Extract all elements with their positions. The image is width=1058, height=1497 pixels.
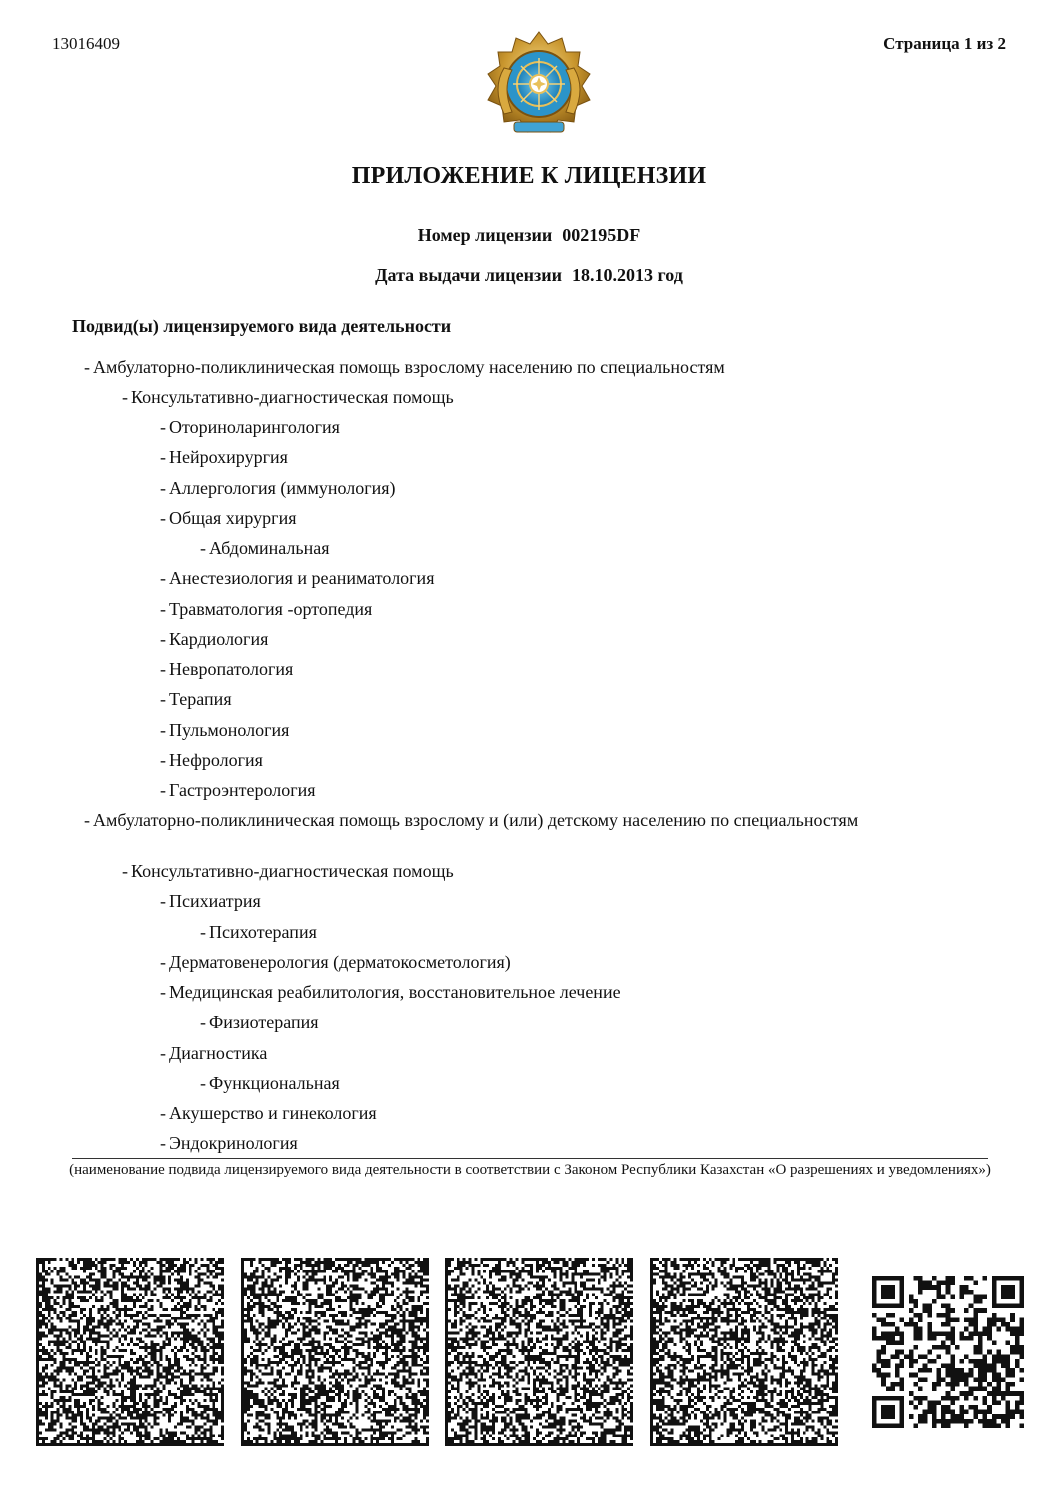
list-item xyxy=(160,658,293,680)
list-dash: - xyxy=(160,599,166,619)
list-item-text: Общая хирургия xyxy=(169,508,297,528)
list-dash: - xyxy=(200,1073,206,1093)
list-dash: - xyxy=(160,629,166,649)
list-dash: - xyxy=(200,1012,206,1032)
license-number-label: Номер лицензии xyxy=(417,225,553,245)
list-dash: - xyxy=(84,357,90,377)
issue-date-value: 18.10.2013 год xyxy=(572,265,683,285)
list-item-text: Эндокринология xyxy=(169,1133,298,1153)
list-item-text: Акушерство и гинекология xyxy=(169,1103,377,1123)
document-number: 13016409 xyxy=(52,34,120,53)
list-item xyxy=(160,1102,377,1124)
list-item-text: Психиатрия xyxy=(169,891,261,911)
list-item-text: Амбулаторно-поликлиническая помощь взрослому и (или) детскому населению по специальностям xyxy=(93,810,859,830)
list-item-text: Оториноларингология xyxy=(169,417,340,437)
list-item xyxy=(160,951,511,973)
list-item xyxy=(200,1011,319,1033)
list-item xyxy=(160,890,261,912)
list-dash: - xyxy=(160,1043,166,1063)
license-number-value: 002195DF xyxy=(562,225,641,245)
list-item xyxy=(160,719,289,741)
kazakhstan-state-emblem-icon xyxy=(482,28,596,142)
list-item xyxy=(160,688,232,710)
list-dash: - xyxy=(160,780,166,800)
list-item-text: Дерматовенерология (дерматокосметология) xyxy=(169,952,511,972)
list-item-text: Психотерапия xyxy=(209,922,317,942)
issue-date-line xyxy=(0,265,1058,286)
list-dash: - xyxy=(122,861,128,881)
list-item xyxy=(160,981,621,1003)
license-number-line xyxy=(0,225,1058,246)
2d-barcode-icon xyxy=(650,1258,838,1446)
list-item xyxy=(160,1042,267,1064)
list-item xyxy=(200,537,330,559)
list-item xyxy=(84,809,858,831)
list-dash: - xyxy=(160,508,166,528)
list-item-text: Кардиология xyxy=(169,629,269,649)
list-item-text: Анестезиология и реаниматология xyxy=(169,568,435,588)
list-item xyxy=(160,446,288,468)
list-dash: - xyxy=(160,447,166,467)
list-item xyxy=(84,356,725,378)
list-dash: - xyxy=(200,922,206,942)
list-item-text: Амбулаторно-поликлиническая помощь взрослому населению по специальностям xyxy=(93,357,725,377)
list-item xyxy=(122,386,454,408)
list-item-text: Травматология -ортопедия xyxy=(169,599,373,619)
list-item xyxy=(160,779,316,801)
qr-code-icon xyxy=(872,1276,1024,1428)
2d-barcode-icon xyxy=(36,1258,224,1446)
list-item-text: Абдоминальная xyxy=(209,538,330,558)
list-dash: - xyxy=(160,952,166,972)
list-item-text: Медицинская реабилитология, восстановительное лечение xyxy=(169,982,621,1002)
list-item-text: Нефрология xyxy=(169,750,263,770)
list-item-text: Невропатология xyxy=(169,659,294,679)
list-item xyxy=(160,567,434,589)
list-item xyxy=(160,477,396,499)
list-item xyxy=(200,1072,340,1094)
list-dash: - xyxy=(160,982,166,1002)
list-item xyxy=(160,628,268,650)
document-title: ПРИЛОЖЕНИЕ К ЛИЦЕНЗИИ xyxy=(351,163,707,189)
list-item xyxy=(160,749,263,771)
list-item-text: Консультативно-диагностическая помощь xyxy=(131,387,454,407)
list-item-text: Гастроэнтерология xyxy=(169,780,316,800)
list-item-text: Терапия xyxy=(169,689,232,709)
list-item-text: Аллергология (иммунология) xyxy=(169,478,396,498)
page-indicator: Страница 1 из 2 xyxy=(883,34,1006,53)
footer-divider xyxy=(72,1158,988,1159)
list-dash: - xyxy=(160,720,166,740)
list-dash: - xyxy=(160,478,166,498)
list-item xyxy=(160,1132,298,1154)
list-dash: - xyxy=(122,387,128,407)
list-item xyxy=(122,860,454,882)
section-heading: Подвид(ы) лицензируемого вида деятельности xyxy=(72,316,452,336)
2d-barcode-icon xyxy=(445,1258,633,1446)
list-item xyxy=(160,598,372,620)
issue-date-label: Дата выдачи лицензии xyxy=(375,265,563,285)
list-dash: - xyxy=(160,417,166,437)
list-dash: - xyxy=(160,689,166,709)
list-item-text: Пульмонология xyxy=(169,720,290,740)
footer-note: (наименование подвида лицензируемого вида деятельности в соответствии с Законом Республики Казахстан «О разрешениях и уведомлениях») xyxy=(69,1162,991,1178)
list-dash: - xyxy=(160,659,166,679)
list-dash: - xyxy=(160,1133,166,1153)
list-item-text: Диагностика xyxy=(169,1043,268,1063)
list-dash: - xyxy=(160,568,166,588)
list-dash: - xyxy=(160,1103,166,1123)
list-dash: - xyxy=(160,750,166,770)
list-item-text: Консультативно-диагностическая помощь xyxy=(131,861,454,881)
list-dash: - xyxy=(160,891,166,911)
list-item-text: Нейрохирургия xyxy=(169,447,288,467)
list-item xyxy=(200,921,317,943)
list-item xyxy=(160,507,296,529)
list-item xyxy=(160,416,340,438)
2d-barcode-icon xyxy=(241,1258,429,1446)
list-item-text: Функциональная xyxy=(209,1073,340,1093)
list-dash: - xyxy=(200,538,206,558)
list-dash: - xyxy=(84,810,90,830)
list-item-text: Физиотерапия xyxy=(209,1012,319,1032)
